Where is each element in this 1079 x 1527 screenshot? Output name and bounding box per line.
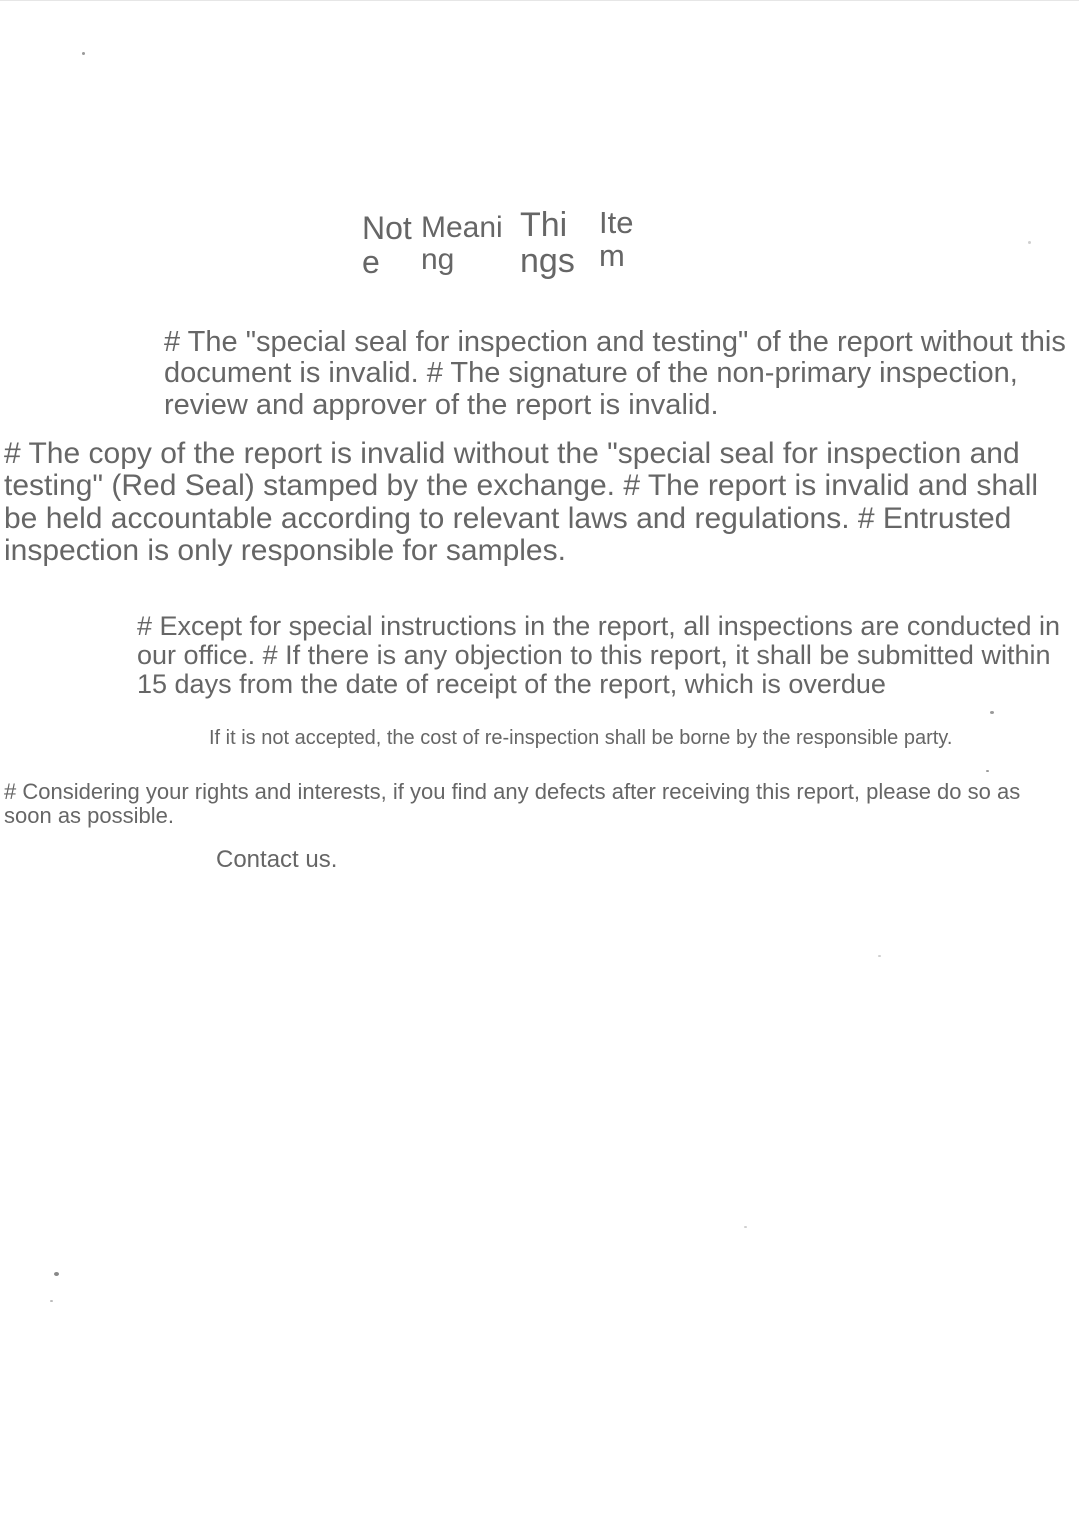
scan-speck bbox=[50, 1300, 53, 1302]
title-word-meaning: Meaning bbox=[421, 211, 503, 276]
title-word-item: Item bbox=[599, 205, 634, 273]
scan-speck bbox=[744, 1226, 747, 1228]
scan-speck bbox=[82, 52, 85, 55]
paragraph-seal-signature: # The "special seal for inspection and testing" of the report without this document is invalid. # The signature of the non-primary inspection, review and approver of the report is invalid. bbox=[164, 326, 1066, 421]
paragraph-objection: # Except for special instructions in the report, all inspections are conducted in our office. # If there is any objection to this report, it shall be submitted within 15 days from the date of receipt of the report, which is overdue bbox=[137, 611, 1060, 700]
paragraph-contact-us: Contact us. bbox=[216, 846, 338, 873]
scan-speck bbox=[1028, 241, 1031, 244]
top-border bbox=[0, 0, 1079, 1]
scan-speck bbox=[878, 955, 881, 957]
scan-speck bbox=[986, 770, 989, 772]
scan-speck bbox=[990, 711, 994, 714]
paragraph-copy-invalid: # The copy of the report is invalid without the "special seal for inspection and testing" (Red Seal) stamped by the exchange. # The report is invalid and shall be held accountable according to relevant laws and regulations. # Entrusted inspection is only responsible for samples. bbox=[4, 437, 1039, 568]
paragraph-rights-interests: # Considering your rights and interests, if you find any defects after receiving this report, please do so as soon as possible. bbox=[4, 779, 1021, 828]
paragraph-reinspection-cost: If it is not accepted, the cost of re-inspection shall be borne by the responsible party. bbox=[209, 727, 953, 749]
title-word-note: Note bbox=[362, 210, 412, 280]
scan-speck bbox=[54, 1272, 59, 1276]
title-word-things: Things bbox=[520, 206, 575, 281]
